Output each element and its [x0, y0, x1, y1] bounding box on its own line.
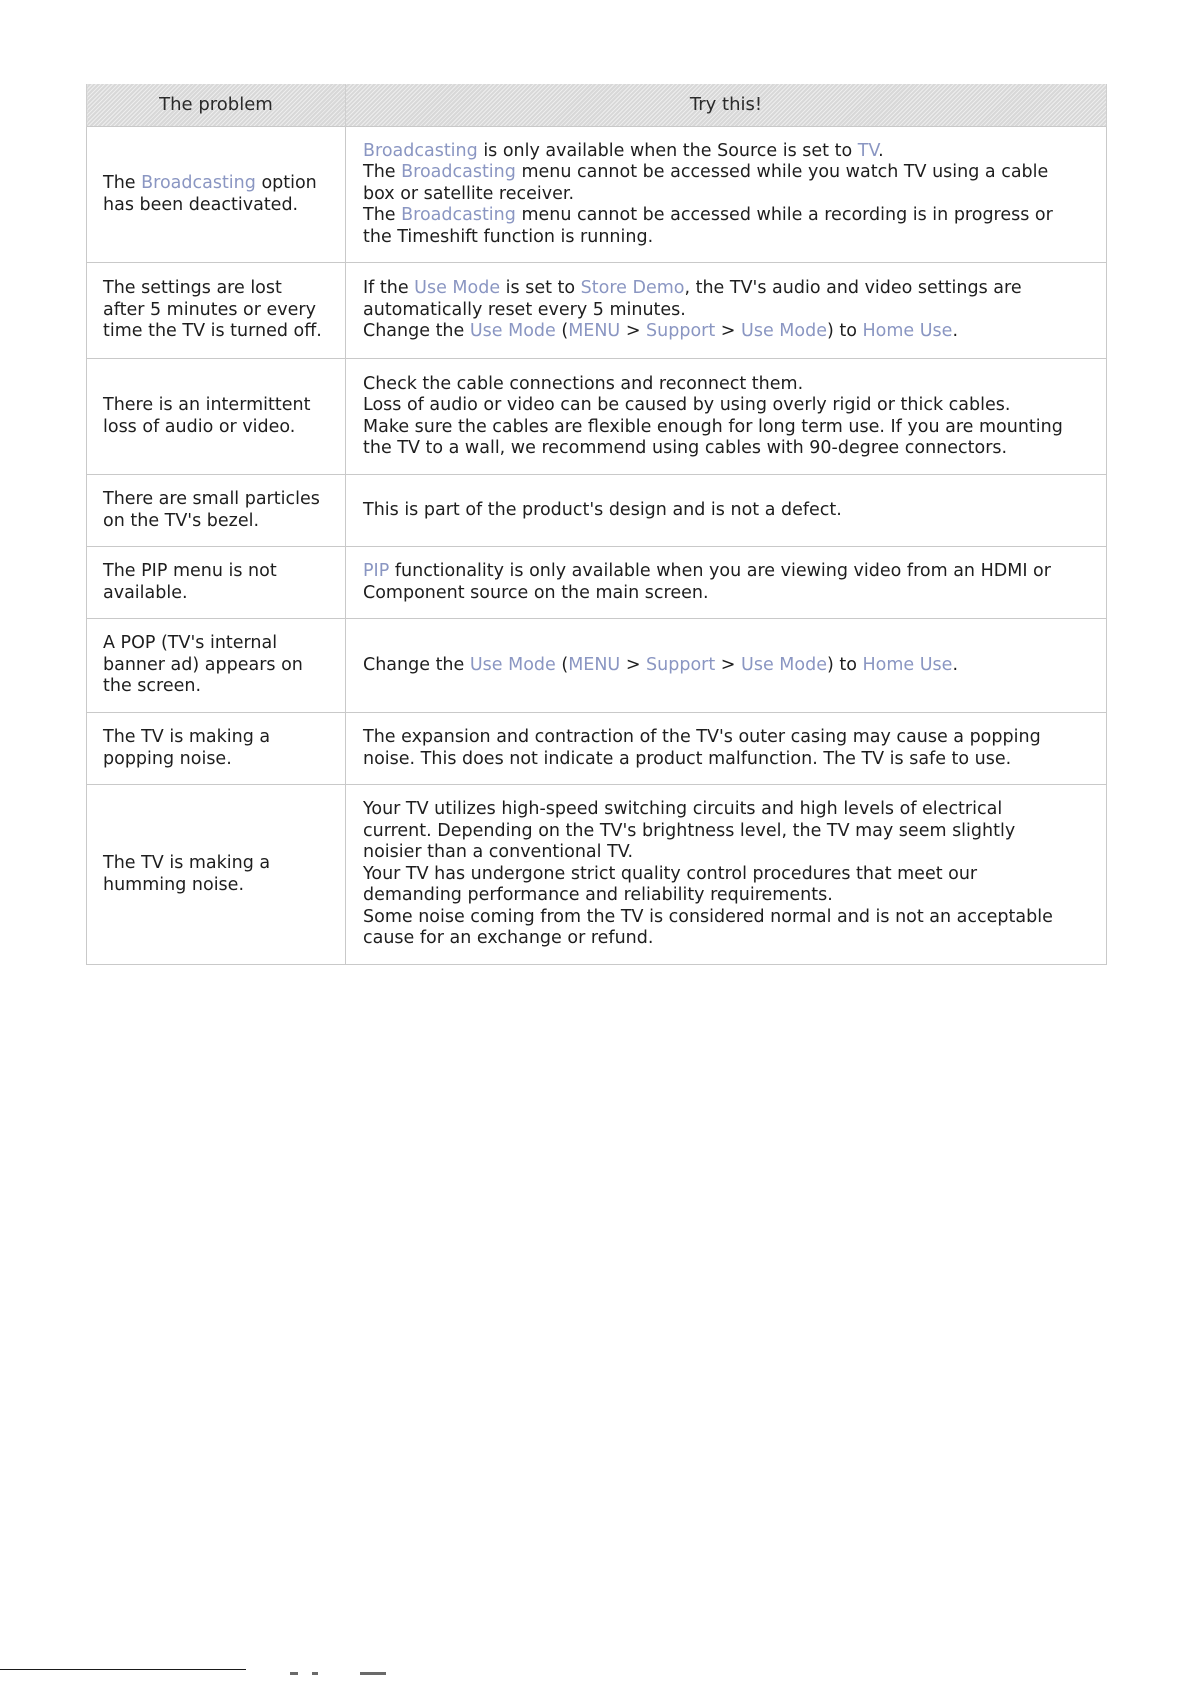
- highlighted-term: Home Use: [862, 654, 953, 675]
- highlighted-term: Support: [646, 654, 716, 675]
- highlighted-term: PIP: [363, 561, 390, 581]
- text-line: [363, 417, 1090, 439]
- text-line: [103, 278, 331, 300]
- highlighted-term: Broadcasting: [363, 140, 478, 161]
- text-line: [103, 749, 331, 771]
- solution-cell: [346, 475, 1107, 547]
- text-run: >: [715, 654, 742, 675]
- table-row: [87, 713, 1107, 785]
- text-line: [363, 907, 1090, 929]
- text-run: Your TV has undergone strict quality control procedures that meet our: [363, 863, 978, 884]
- solution-cell: [346, 785, 1107, 965]
- text-run: (: [555, 654, 569, 675]
- text-run: The: [103, 173, 142, 193]
- text-run: Component source on the main screen.: [363, 582, 709, 603]
- table-row: [87, 547, 1107, 619]
- problem-cell: [87, 359, 346, 475]
- text-run: box or satellite receiver.: [363, 183, 575, 204]
- text-run: menu cannot be accessed while you watch TV using a cable: [515, 162, 1049, 183]
- text-line: [103, 417, 331, 439]
- table-row: [87, 785, 1107, 965]
- text-line: [363, 278, 1090, 300]
- text-run: has been deactivated.: [103, 194, 299, 215]
- text-line: [103, 676, 331, 698]
- text-run: loss of audio or video.: [103, 416, 296, 437]
- text-run: This is part of the product's design and is not a defect.: [363, 499, 842, 520]
- table-row: [87, 127, 1107, 263]
- highlighted-term: Use Mode: [741, 321, 827, 342]
- text-run: >: [620, 654, 647, 675]
- text-run: .: [952, 654, 959, 675]
- text-run: Change the: [363, 321, 470, 342]
- text-run: The TV is making a: [103, 727, 271, 747]
- text-run: the screen.: [103, 676, 202, 697]
- text-line: [363, 885, 1090, 907]
- text-run: popping noise.: [103, 748, 232, 769]
- text-line: [363, 162, 1090, 184]
- text-run: Check the cable connections and reconnect them.: [363, 373, 804, 394]
- highlighted-term: Home Use: [862, 321, 953, 342]
- solution-cell: [346, 547, 1107, 619]
- text-run: time the TV is turned off.: [103, 321, 322, 342]
- text-run: The: [363, 162, 402, 183]
- text-run: banner ad) appears on: [103, 654, 303, 675]
- problem-cell: [87, 127, 346, 263]
- text-line: [103, 300, 331, 322]
- text-line: [363, 500, 1090, 522]
- text-line: [103, 727, 331, 749]
- text-run: The expansion and contraction of the TV's outer casing may cause a popping: [363, 727, 1041, 747]
- highlighted-term: Use Mode: [414, 278, 501, 299]
- problem-cell: [87, 619, 346, 713]
- text-run: The PIP menu is not: [103, 561, 277, 581]
- text-line: [363, 321, 1090, 343]
- text-run: is only available when the Source is set to: [477, 140, 858, 161]
- text-run: functionality is only available when you are viewing video from an HDMI or: [389, 561, 1051, 581]
- text-line: [363, 438, 1090, 460]
- text-line: [363, 561, 1090, 583]
- text-run: automatically reset every 5 minutes.: [363, 299, 686, 320]
- text-line: [363, 583, 1090, 605]
- text-run: ) to: [826, 654, 863, 675]
- text-run: after 5 minutes or every: [103, 299, 316, 320]
- problem-cell: [87, 263, 346, 359]
- solution-cell: [346, 619, 1107, 713]
- text-line: [363, 749, 1090, 771]
- text-line: [103, 853, 331, 875]
- text-run: >: [715, 321, 742, 342]
- table-row: [87, 475, 1107, 547]
- text-run: cause for an exchange or refund.: [363, 928, 654, 949]
- text-line: [363, 374, 1090, 396]
- text-line: [103, 655, 331, 677]
- highlighted-term: Support: [646, 321, 716, 342]
- text-run: available.: [103, 582, 188, 603]
- highlighted-term: Use Mode: [469, 321, 556, 342]
- text-run: noisier than a conventional TV.: [363, 842, 634, 863]
- text-run: , the TV's audio and video settings are: [684, 278, 1022, 299]
- text-line: [363, 184, 1090, 206]
- text-line: [363, 205, 1090, 227]
- text-line: [103, 875, 331, 897]
- text-run: The settings are lost: [103, 278, 282, 299]
- table-row: [87, 619, 1107, 713]
- problem-cell: [87, 475, 346, 547]
- text-run: There is an intermittent: [103, 395, 311, 415]
- text-line: [103, 561, 331, 583]
- table-body: [87, 127, 1107, 965]
- troubleshooting-table: [86, 84, 1107, 965]
- text-run: If the: [363, 278, 415, 299]
- solution-cell: [346, 359, 1107, 475]
- highlighted-term: TV: [857, 140, 879, 161]
- text-run: ) to: [826, 321, 863, 342]
- text-run: The: [363, 205, 402, 226]
- text-line: [363, 821, 1090, 843]
- text-run: current. Depending on the TV's brightness level, the TV may seem slightly: [363, 820, 1016, 841]
- table-row: [87, 359, 1107, 475]
- text-run: (: [555, 321, 569, 342]
- text-run: demanding performance and reliability requirements.: [363, 885, 833, 906]
- highlighted-term: Broadcasting: [401, 162, 516, 183]
- text-line: [103, 511, 331, 533]
- text-run: Your TV utilizes high-speed switching circuits and high levels of electrical: [363, 799, 1003, 820]
- text-run: A POP (TV's internal: [103, 633, 278, 654]
- highlighted-term: MENU: [568, 321, 621, 342]
- text-line: [103, 395, 331, 417]
- text-line: [103, 321, 331, 343]
- table-header: [87, 84, 1107, 127]
- highlighted-term: Store Demo: [580, 278, 685, 299]
- text-line: [363, 727, 1090, 749]
- text-line: [363, 799, 1090, 821]
- text-run: menu cannot be accessed while a recording is in progress or: [515, 205, 1053, 226]
- highlighted-term: Use Mode: [741, 654, 827, 675]
- text-run: Loss of audio or video can be caused by using overly rigid or thick cables.: [363, 395, 1011, 415]
- text-run: >: [620, 321, 647, 342]
- text-line: [363, 842, 1090, 864]
- header-problem: The problem: [87, 84, 346, 127]
- table-row: [87, 263, 1107, 359]
- text-line: [363, 655, 1090, 677]
- text-run: is set to: [500, 278, 581, 299]
- text-run: .: [878, 140, 884, 161]
- troubleshooting-page: [86, 84, 1106, 965]
- text-run: Change the: [363, 654, 470, 675]
- text-run: The TV is making a: [103, 853, 271, 873]
- problem-cell: [87, 785, 346, 965]
- text-run: There are small particles: [103, 489, 320, 509]
- solution-cell: [346, 713, 1107, 785]
- text-line: [103, 489, 331, 511]
- highlighted-term: Use Mode: [469, 654, 556, 675]
- text-run: humming noise.: [103, 874, 245, 895]
- text-line: [363, 864, 1090, 886]
- problem-cell: [87, 547, 346, 619]
- text-line: [363, 227, 1090, 249]
- highlighted-term: MENU: [568, 654, 621, 675]
- footer-rule: [0, 1669, 246, 1670]
- text-line: [103, 173, 331, 195]
- solution-cell: [346, 127, 1107, 263]
- text-line: [363, 300, 1090, 322]
- problem-cell: [87, 713, 346, 785]
- text-line: [103, 633, 331, 655]
- text-run: the TV to a wall, we recommend using cables with 90-degree connectors.: [363, 438, 1008, 458]
- highlighted-term: Broadcasting: [141, 173, 256, 193]
- text-line: [363, 395, 1090, 417]
- text-line: [363, 141, 1090, 163]
- text-run: noise. This does not indicate a product malfunction. The TV is safe to use.: [363, 748, 1012, 769]
- footer-marks: [290, 1672, 430, 1678]
- highlighted-term: Broadcasting: [401, 205, 516, 226]
- text-line: [363, 928, 1090, 950]
- text-line: [103, 583, 331, 605]
- text-line: [103, 195, 331, 217]
- header-try-this: Try this!: [346, 84, 1107, 127]
- text-run: .: [952, 321, 959, 342]
- text-run: Make sure the cables are flexible enough for long term use. If you are mounting: [363, 416, 1063, 437]
- text-run: the Timeshift function is running.: [363, 226, 654, 247]
- text-run: on the TV's bezel.: [103, 510, 260, 531]
- solution-cell: [346, 263, 1107, 359]
- text-run: Some noise coming from the TV is considered normal and is not an acceptable: [363, 906, 1053, 927]
- text-run: option: [255, 173, 317, 193]
